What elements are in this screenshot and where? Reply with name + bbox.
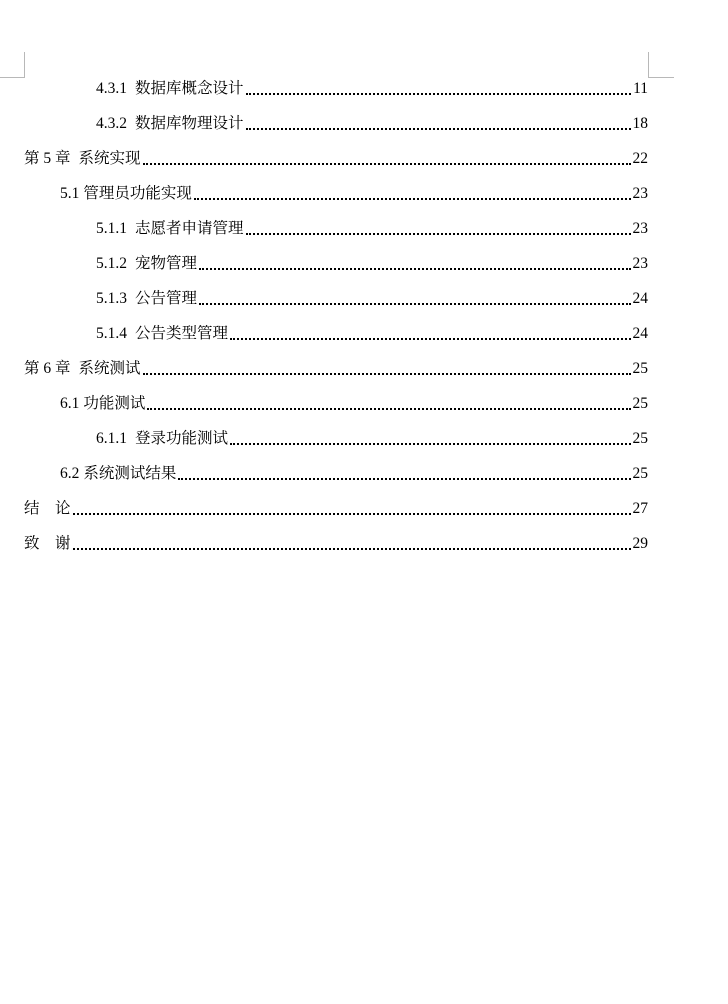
toc-entry[interactable] <box>96 324 648 344</box>
toc-entry-title: 系统测试 <box>78 360 141 377</box>
toc-entry-page: 24 <box>632 325 648 342</box>
toc-leader-dots <box>246 128 631 130</box>
toc-entry-number: 6.2 <box>60 465 80 482</box>
toc-entry[interactable] <box>96 254 648 274</box>
toc-leader-dots <box>73 548 631 550</box>
toc-entry-number: 6.1.1 <box>96 430 127 447</box>
toc-entry[interactable] <box>96 114 648 134</box>
toc-entry-page: 11 <box>633 80 648 97</box>
toc-entry[interactable] <box>96 219 648 239</box>
toc-entry-page: 25 <box>632 360 648 377</box>
toc-entry[interactable] <box>96 79 648 99</box>
toc-leader-dots <box>199 268 630 270</box>
toc-entry-number: 4.3.1 <box>96 80 127 97</box>
toc-leader-dots <box>246 93 632 95</box>
toc-entry[interactable] <box>24 359 648 379</box>
toc-leader-dots <box>194 198 631 200</box>
toc-entry-number: 致 谢 <box>24 535 71 552</box>
toc-entry-number: 6.1 <box>60 395 80 412</box>
toc-entry-page: 22 <box>632 150 648 167</box>
toc-entry-number: 5.1.1 <box>96 220 127 237</box>
toc-entry-title: 公告类型管理 <box>135 325 229 342</box>
page-corner-mark-top-left <box>0 0 26 80</box>
toc-entry-title: 志愿者申请管理 <box>135 220 244 237</box>
toc-entry-title: 数据库物理设计 <box>135 115 244 132</box>
toc-entry-number: 4.3.2 <box>96 115 127 132</box>
toc-entry[interactable] <box>60 464 648 484</box>
toc-leader-dots <box>143 373 631 375</box>
toc-entry-title: 公告管理 <box>135 290 198 307</box>
toc-entry[interactable] <box>60 184 648 204</box>
toc-entry-number: 5.1 <box>60 185 80 202</box>
page-corner-mark-top-right <box>646 0 676 80</box>
toc-entry-title: 系统实现 <box>78 150 141 167</box>
toc-leader-dots <box>143 163 631 165</box>
toc-entry[interactable] <box>24 534 648 554</box>
toc-entry-page: 23 <box>632 255 648 272</box>
toc-entry-title: 宠物管理 <box>135 255 198 272</box>
toc-entry-number: 5.1.2 <box>96 255 127 272</box>
toc-leader-dots <box>199 303 630 305</box>
toc-entry-page: 27 <box>632 500 648 517</box>
toc-entry-page: 25 <box>632 395 648 412</box>
toc-entry-title: 功能测试 <box>83 395 146 412</box>
toc-entry-title: 系统测试结果 <box>83 465 177 482</box>
toc-entry-number: 第 5 章 <box>24 150 71 167</box>
toc-entry-page: 29 <box>632 535 648 552</box>
toc-entry[interactable] <box>60 394 648 414</box>
toc-entry-number: 第 6 章 <box>24 360 71 377</box>
toc-entry-title: 登录功能测试 <box>135 430 229 447</box>
toc-leader-dots <box>147 408 630 410</box>
toc-entry-page: 23 <box>632 220 648 237</box>
toc-entry-page: 23 <box>632 185 648 202</box>
toc-entry-number: 5.1.3 <box>96 290 127 307</box>
toc-entry[interactable] <box>96 289 648 309</box>
toc-entry-page: 18 <box>632 115 648 132</box>
toc-leader-dots <box>73 513 631 515</box>
toc-entry-page: 25 <box>632 465 648 482</box>
toc-leader-dots <box>230 338 630 340</box>
toc-entry[interactable] <box>96 429 648 449</box>
toc-leader-dots <box>178 478 630 480</box>
toc-entry[interactable] <box>24 149 648 169</box>
toc-entry[interactable] <box>24 499 648 519</box>
toc-leader-dots <box>230 443 630 445</box>
toc-entry-number: 5.1.4 <box>96 325 127 342</box>
toc-leader-dots <box>246 233 631 235</box>
toc-entry-title: 管理员功能实现 <box>83 185 192 202</box>
toc-entry-title: 数据库概念设计 <box>135 80 244 97</box>
toc-entry-page: 25 <box>632 430 648 447</box>
toc-entry-page: 24 <box>632 290 648 307</box>
toc-entry-number: 结 论 <box>24 500 71 517</box>
